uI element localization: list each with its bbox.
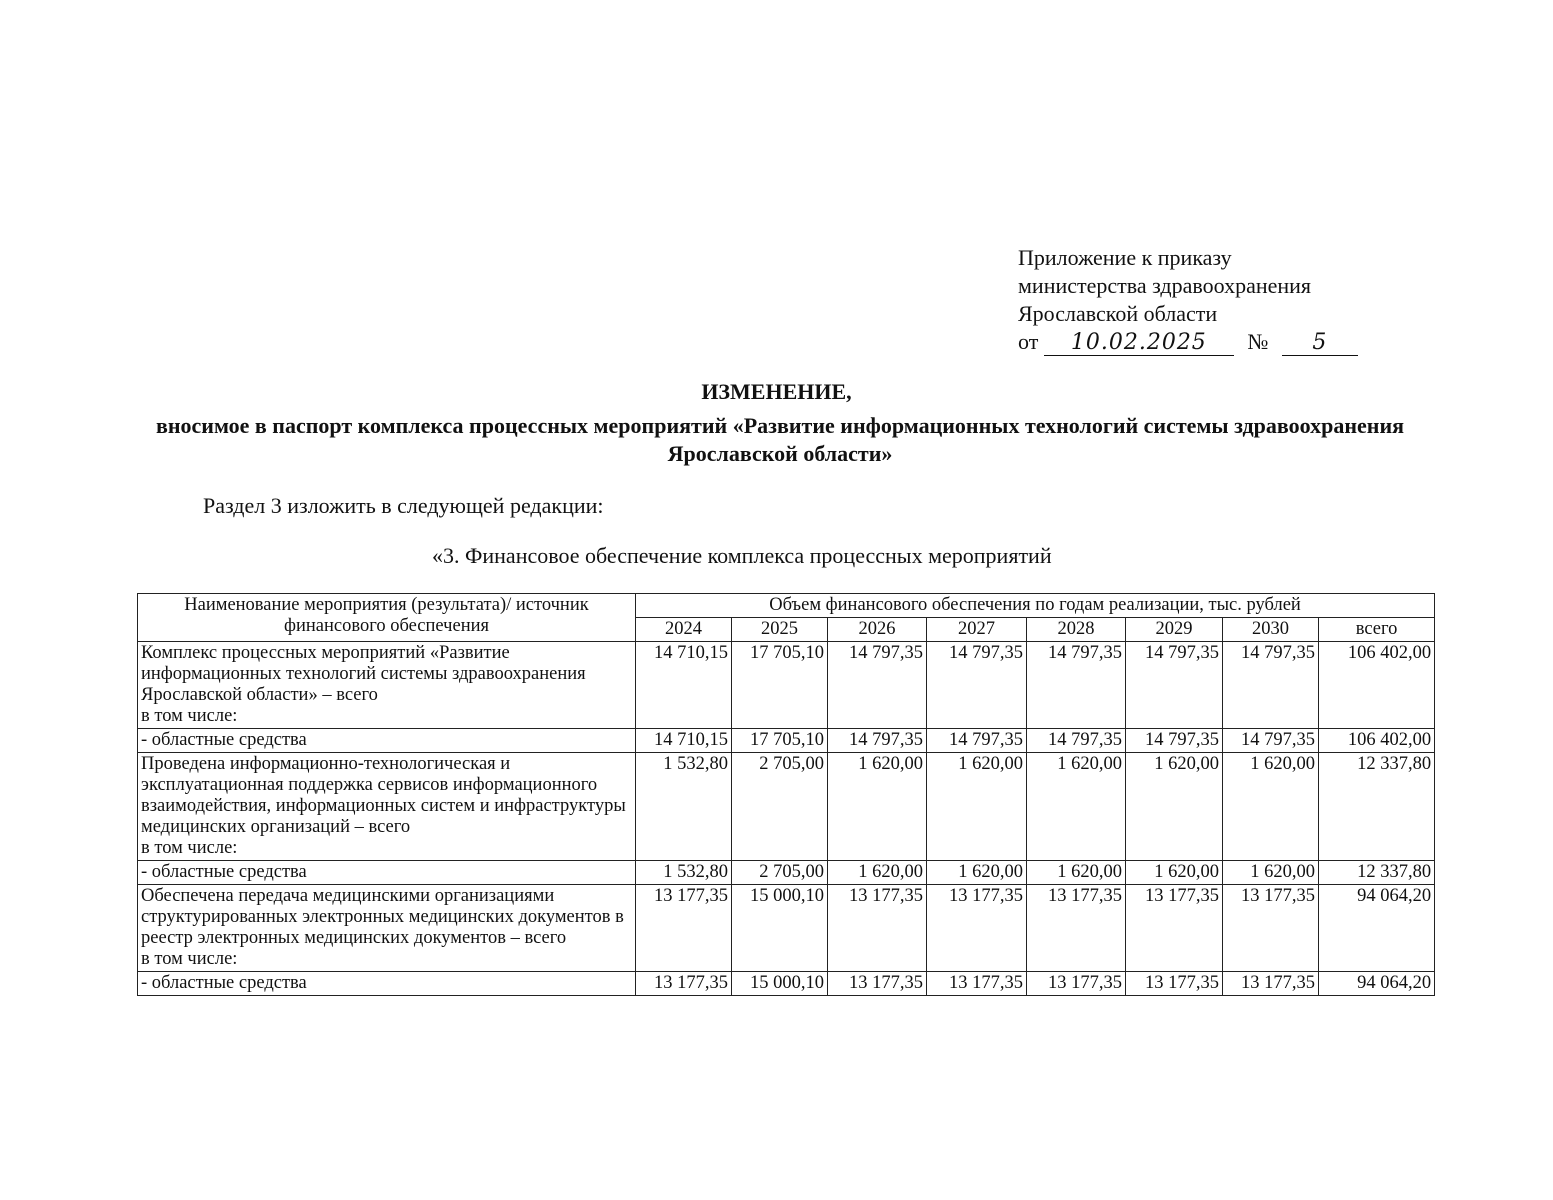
row-name: - областные средства	[138, 972, 636, 996]
table-row	[138, 729, 1435, 753]
value-cell: 1 620,00	[828, 861, 927, 885]
value-cell: 13 177,35	[636, 972, 732, 996]
intro-text: Раздел 3 изложить в следующей редакции:	[203, 493, 604, 518]
value-cell: 14 797,35	[1223, 642, 1319, 729]
document-title: ИЗМЕНЕНИЕ,	[701, 379, 852, 404]
value-cell: 14 797,35	[927, 642, 1027, 729]
value-cell: 14 797,35	[1126, 642, 1223, 729]
value-cell: 1 620,00	[1223, 861, 1319, 885]
value-cell: 1 620,00	[1027, 753, 1126, 861]
value-cell: 13 177,35	[828, 972, 927, 996]
year-header: 2026	[828, 618, 927, 642]
header-name: Наименование мероприятия (результата)/ источник финансового обеспечения	[138, 594, 636, 642]
value-cell: 15 000,10	[732, 885, 828, 972]
value-cell: 14 797,35	[828, 729, 927, 753]
value-cell: 13 177,35	[1027, 972, 1126, 996]
value-cell: 13 177,35	[828, 885, 927, 972]
handwritten-date: 10.02.2025	[1044, 331, 1234, 356]
value-cell: 17 705,10	[732, 729, 828, 753]
handwritten-number: 5	[1282, 331, 1358, 356]
table-row	[138, 861, 1435, 885]
table-row	[138, 642, 1435, 729]
year-header: 2029	[1126, 618, 1223, 642]
table-row	[138, 885, 1435, 972]
value-cell: 15 000,10	[732, 972, 828, 996]
value-cell: 14 797,35	[1027, 642, 1126, 729]
row-name: - областные средства	[138, 729, 636, 753]
value-cell: 12 337,80	[1319, 753, 1435, 861]
value-cell: 17 705,10	[732, 642, 828, 729]
value-cell: 1 532,80	[636, 753, 732, 861]
value-cell: 14 797,35	[1027, 729, 1126, 753]
header-volume: Объем финансового обеспечения по годам реализации, тыс. рублей	[636, 594, 1435, 618]
financing-table	[137, 593, 1435, 996]
appendix-date-line	[1018, 328, 1358, 356]
row-name: Проведена информационно-технологическая и эксплуатационная поддержка сервисов информационного взаимодействия, информационных систем и инфраструктуры медицинских организаций – всего в том числе:	[138, 753, 636, 861]
table-row	[138, 753, 1435, 861]
appendix-line-2: министерства здравоохранения	[1018, 273, 1312, 298]
value-cell: 14 797,35	[927, 729, 1027, 753]
section-title: «3. Финансовое обеспечение комплекса процессных мероприятий	[432, 543, 1052, 568]
table-body	[138, 642, 1435, 996]
value-cell: 94 064,20	[1319, 885, 1435, 972]
value-cell: 1 532,80	[636, 861, 732, 885]
value-cell: 1 620,00	[1126, 861, 1223, 885]
value-cell: 1 620,00	[927, 861, 1027, 885]
value-cell: 13 177,35	[636, 885, 732, 972]
value-cell: 1 620,00	[927, 753, 1027, 861]
value-cell: 13 177,35	[1027, 885, 1126, 972]
value-cell: 2 705,00	[732, 753, 828, 861]
row-name: Комплекс процессных мероприятий «Развитие информационных технологий системы здравоохранения Ярославской области» – всего в том числе:	[138, 642, 636, 729]
value-cell: 1 620,00	[1223, 753, 1319, 861]
value-cell: 1 620,00	[828, 753, 927, 861]
value-cell: 14 710,15	[636, 729, 732, 753]
appendix-block	[1018, 244, 1358, 356]
value-cell: 94 064,20	[1319, 972, 1435, 996]
value-cell: 13 177,35	[927, 885, 1027, 972]
year-header: 2030	[1223, 618, 1319, 642]
value-cell: 13 177,35	[927, 972, 1027, 996]
value-cell: 14 797,35	[828, 642, 927, 729]
value-cell: 106 402,00	[1319, 729, 1435, 753]
value-cell: 14 797,35	[1126, 729, 1223, 753]
year-header: 2028	[1027, 618, 1126, 642]
document-subtitle: вносимое в паспорт комплекса процессных мероприятий «Развитие информационных технологий системы здравоохранения Ярославской области»	[155, 413, 1405, 466]
value-cell: 14 710,15	[636, 642, 732, 729]
table-row	[138, 972, 1435, 996]
value-cell: 106 402,00	[1319, 642, 1435, 729]
date-prefix: от	[1018, 329, 1039, 354]
value-cell: 14 797,35	[1223, 729, 1319, 753]
value-cell: 1 620,00	[1126, 753, 1223, 861]
value-cell: 1 620,00	[1027, 861, 1126, 885]
year-header: всего	[1319, 618, 1435, 642]
value-cell: 12 337,80	[1319, 861, 1435, 885]
value-cell: 13 177,35	[1223, 885, 1319, 972]
number-label: №	[1247, 329, 1269, 354]
value-cell: 2 705,00	[732, 861, 828, 885]
value-cell: 13 177,35	[1223, 972, 1319, 996]
value-cell: 13 177,35	[1126, 885, 1223, 972]
year-header: 2027	[927, 618, 1027, 642]
value-cell: 13 177,35	[1126, 972, 1223, 996]
row-name: - областные средства	[138, 861, 636, 885]
row-name: Обеспечена передача медицинскими организациями структурированных электронных медицинских документов в реестр электронных медицинских документов – всего в том числе:	[138, 885, 636, 972]
appendix-line-1: Приложение к приказу	[1018, 245, 1232, 270]
year-header: 2024	[636, 618, 732, 642]
year-header: 2025	[732, 618, 828, 642]
appendix-line-3: Ярославской области	[1018, 301, 1218, 326]
